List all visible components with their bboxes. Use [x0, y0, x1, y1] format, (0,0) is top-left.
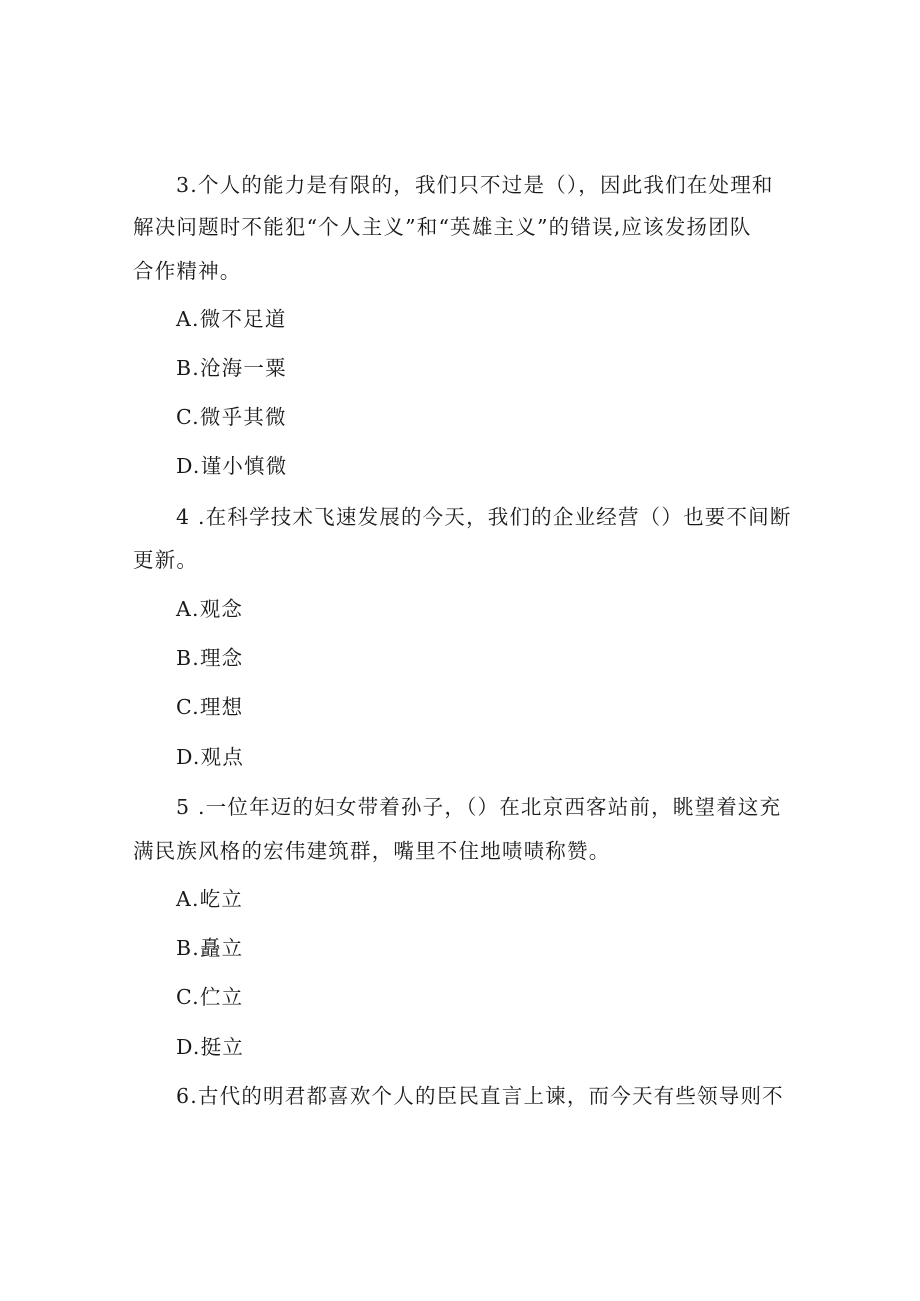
question-4-option-a: A.观念 [176, 597, 244, 621]
question-3-line-2: 解决问题时不能犯“个人主义”和“英雄主义”的错误,应该发扬团队 [133, 215, 752, 239]
question-6-line-1: 6.古代的明君都喜欢个人的臣民直言上谏，而今天有些领导则不 [176, 1084, 784, 1108]
question-5-option-c: C.伫立 [176, 985, 244, 1009]
question-3-line-3: 合作精神。 [133, 259, 242, 283]
question-3-option-d: D.谨小慎微 [176, 454, 288, 478]
question-5-line-2: 满民族风格的宏伟建筑群，嘴里不住地啧啧称赞。 [133, 839, 611, 863]
question-5-option-a: A.屹立 [176, 887, 244, 911]
question-4-option-b: B.理念 [176, 646, 244, 670]
question-5-option-b: B.矗立 [176, 936, 244, 960]
question-4-option-d: D.观点 [176, 745, 245, 769]
question-4-line-1: 4 .在科学技术飞速发展的今天，我们的企业经营（）也要不间断 [176, 505, 792, 529]
question-3-option-c: C.微乎其微 [176, 405, 287, 429]
question-3-line-1: 3.个人的能力是有限的，我们只不过是（），因此我们在处理和 [176, 173, 774, 197]
question-3-option-b: B.沧海一粟 [176, 356, 287, 380]
question-3-option-a: A.微不足道 [176, 307, 287, 331]
question-4-line-2: 更新。 [133, 548, 199, 572]
question-5-line-1: 5 .一位年迈的妇女带着孙子，（）在北京西客站前，眺望着这充 [176, 795, 782, 819]
question-4-option-c: C.理想 [176, 695, 244, 719]
question-5-option-d: D.挺立 [176, 1035, 245, 1059]
